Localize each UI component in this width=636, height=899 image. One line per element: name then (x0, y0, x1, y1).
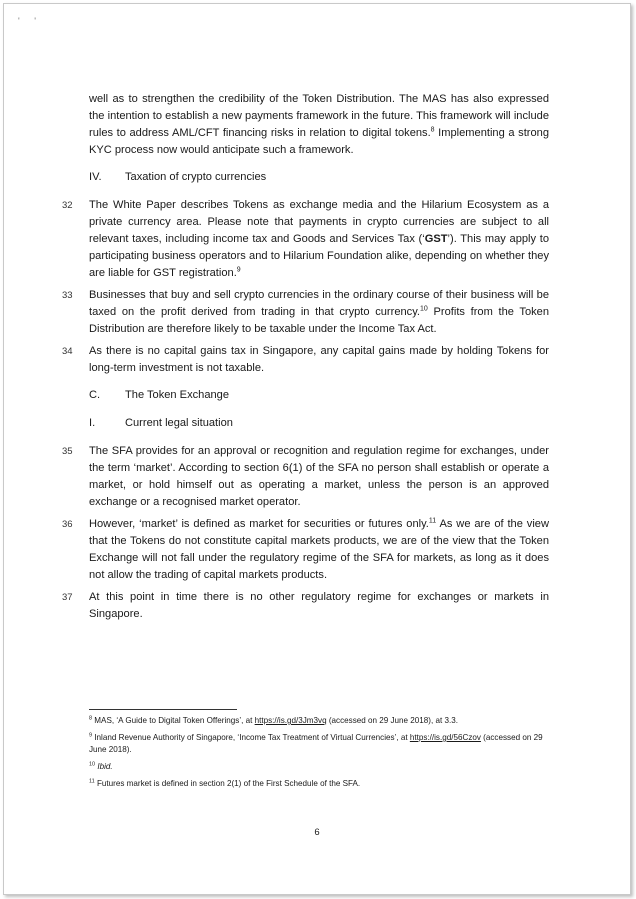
footnote-link[interactable]: https://is.gd/56Czov (409, 733, 481, 742)
paragraph-34: 34 As there is no capital gains tax in Singapore, any capital gains made by holding Tokens for long-term investment is not taxable. (62, 345, 549, 374)
footnote-ref-8[interactable]: 8 (430, 126, 435, 134)
heading-current-legal-situation: I. Current legal situation (89, 417, 233, 429)
paragraph-number: 37 (62, 592, 73, 603)
paragraph-continuation: well as to strengthen the credibility of the Token Distribution. The MAS has also expressed the intention to establish a new payments framework in the future. This framework will include rules to address AML/CFT financing risks in relation to digital tokens.$^8$ Implementing a strong KYC process now would anticipate such a framework. (89, 93, 549, 156)
footnote-11: $^{11}$ Futures market is defined in section 2(1) of the First Schedule of the SFA. (89, 778, 361, 788)
corner-marks: ' ' (18, 16, 42, 26)
footnote-10: $^{10}$ Ibid. (89, 761, 113, 771)
paragraph-32: 32 The White Paper describes Tokens as exchange media and the Hilarium Ecosystem as a private currency area. Please note that payments in crypto currencies are subject to all relevant taxes, including income tax and Goods and Services Tax (‘GST’). This may apply to participating business operators and to Hilarium Foundation alike, depending on whether they are liable for GST registration.$^9$ (62, 199, 549, 279)
paragraph-35: 35 The SFA provides for an approval or recognition and regulation regime for exchanges, under the term ‘market’. According to section 6(1) of the SFA no person shall establish or operate a market, or hold himself out as operating a market, unless the person is an approved exchange or a recognised market operator. (62, 445, 549, 508)
paragraph-number: 36 (62, 519, 73, 530)
footnote-separator (89, 709, 237, 710)
footnotes (89, 715, 551, 795)
paragraph-33: 33 Businesses that buy and sell crypto currencies in the ordinary course of their business will be taxed on the profit derived from trading in that crypto currency.$^{10}$ Profits from the Token Distribution are therefore likely to be taxable under the Income Tax Act. (62, 289, 550, 335)
paragraph-36: 36 However, ‘market’ is defined as market for securities or futures only.$^{11}$ As we are of the view that the Tokens do not constitute capital markets products, we are of the view that the Token Exchange will not fall under the regulatory regime of the SFA for markets, as long as it does not allow the trading of capital markets products. (62, 517, 549, 581)
paragraph-number: 34 (62, 346, 73, 357)
paragraph-number: 33 (62, 290, 73, 301)
footnote-link[interactable]: https://is.gd/3Jm3vq (254, 716, 327, 725)
footnote-ref-11[interactable]: 11 (428, 517, 437, 525)
document-page (3, 3, 631, 895)
footnote-8: $^8$ MAS, ‘A Guide to Digital Token Offerings’, at https://is.gd/3Jm3vq (accessed on 29 June 2018), at 3.3. (89, 715, 458, 725)
paragraph-37: 37 At this point in time there is no other regulatory regime for exchanges or markets in Singapore. (62, 591, 549, 620)
footnote-ref-10[interactable]: 10 (420, 305, 428, 313)
paragraph-number: 32 (62, 200, 73, 211)
footnote-9: $^9$ Inland Revenue Authority of Singapore, ‘Income Tax Treatment of Virtual Currencies’, at https://is.gd/56Czov (accessed on 29 June 2018). (89, 732, 543, 754)
footnote-ref-9[interactable]: 9 (236, 266, 241, 274)
paragraph-number: 35 (62, 446, 73, 457)
heading-token-exchange: C. The Token Exchange (89, 389, 230, 401)
page-body (62, 91, 550, 628)
heading-taxation: IV. Taxation of crypto currencies (89, 171, 267, 183)
page-number: 6 (314, 827, 320, 838)
